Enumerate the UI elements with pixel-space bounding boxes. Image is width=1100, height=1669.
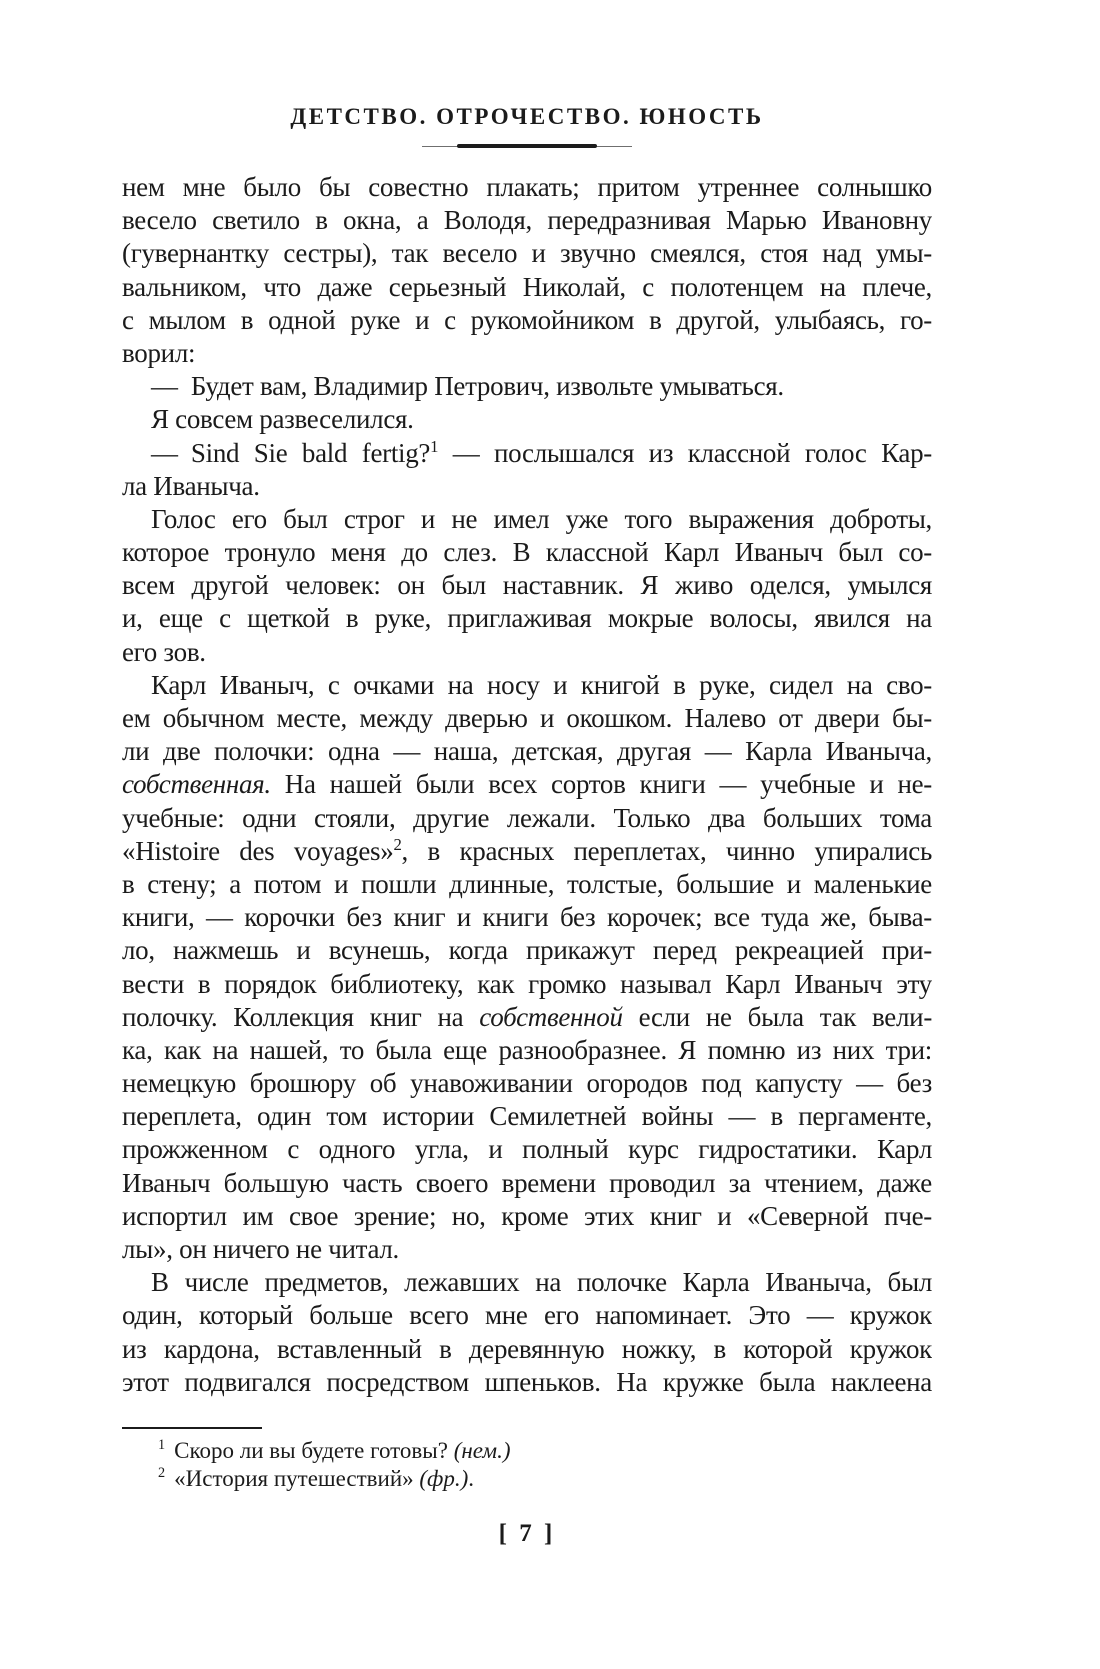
text-line <box>122 204 932 237</box>
text-run: лы», он ничего не читал. <box>122 1234 400 1264</box>
text-run: «История путешествий» <box>174 1466 420 1491</box>
text-line <box>122 1299 932 1332</box>
text-line <box>122 403 932 436</box>
text-run: с мылом в одной руке и с рукомойником в другой, улыбаясь, го- <box>122 304 932 335</box>
text-run: в стену; а потом и пошли длинные, толстые, большие и маленькие <box>122 868 932 899</box>
text-line <box>122 968 932 1001</box>
text-line <box>122 901 932 934</box>
text-line <box>122 437 932 470</box>
text-run: ем обычном месте, между дверью и окошком. Налево от двери бы- <box>122 703 932 733</box>
text-line <box>122 569 932 602</box>
text-line <box>122 1366 932 1399</box>
text-run: Карл Иваныч, с очками на носу и книгой в руке, сидел на сво- <box>151 669 932 700</box>
text-run: весело светило в окна, а Володя, передразнивая Марью Ивановну <box>122 205 932 236</box>
footnote-separator <box>122 1427 262 1429</box>
italic-text: (нем.) <box>453 1438 511 1463</box>
text-line <box>122 1167 932 1200</box>
text-line <box>122 370 932 403</box>
text-line <box>122 1333 932 1366</box>
footnote-reference: 1 <box>430 436 439 456</box>
text-line <box>122 768 932 801</box>
text-line <box>122 735 932 768</box>
text-run: На нашей были всех сортов книги — учебные и не- <box>270 769 932 800</box>
text-line <box>122 470 932 503</box>
text-run: Голос его был строг и не имел уже того выражения доброты, <box>151 503 932 534</box>
divider-swell-rule <box>457 144 597 148</box>
text-run: «Histoire des voyages» <box>122 835 394 866</box>
text-run: учебные: одни стояли, другие лежали. Только два больших тома <box>122 802 932 833</box>
text-run: если не была так вели- <box>622 1001 932 1032</box>
text-line <box>122 934 932 967</box>
text-line <box>122 1266 932 1299</box>
text-run: из кардона, вставленный в деревянную ножку, в которой кружок <box>122 1333 932 1364</box>
text-run: этот подвигался посредством шпеньков. На кружке была наклеена <box>122 1366 932 1397</box>
text-run: ка, как на нашей, то была еще разнообразнее. Я помню из них три: <box>122 1034 932 1065</box>
text-run: переплета, один том истории Семилетней войны — в пергаменте, <box>122 1101 932 1132</box>
body-text <box>122 171 932 1399</box>
text-run: книги, — корочки без книг и книги без корочек; все туда же, быва- <box>122 902 932 933</box>
text-line <box>122 237 932 270</box>
text-line <box>122 536 932 569</box>
text-line <box>122 1100 932 1133</box>
text-run: полочку. Коллекция книг на <box>122 1001 480 1032</box>
text-run: — Sind Sie bald fertig? <box>151 437 431 468</box>
text-line <box>122 868 932 901</box>
footnote <box>122 1465 932 1493</box>
text-run: — послышался из классной голос Кар- <box>438 437 932 468</box>
text-run: Скоро ли вы будете готовы? <box>174 1438 454 1463</box>
text-run: и, еще с щеткой в руке, приглаживая мокрые волосы, явился на <box>122 603 932 634</box>
footnote <box>122 1437 932 1465</box>
text-run: вальником, что даже серьезный Николай, с полотенцем на плече, <box>122 271 932 302</box>
text-run: — Будет вам, Владимир Петрович, извольте умываться. <box>151 371 784 402</box>
text-line <box>122 304 932 337</box>
text-line <box>122 1133 932 1166</box>
text-line <box>122 636 932 669</box>
italic-text: собственной <box>479 1001 623 1032</box>
text-line <box>122 1067 932 1100</box>
text-run: ло, нажмешь и всунешь, когда прикажут перед рекреацией при- <box>122 935 932 966</box>
text-line <box>122 669 932 702</box>
text-run: нем мне было бы совестно плакать; притом утреннее солнышко <box>122 172 932 202</box>
footnote-marker: 1 <box>158 1437 166 1454</box>
text-run: , в красных переплетах, чинно упирались <box>401 835 932 866</box>
text-run: вести в порядок библиотеку, как громко называл Карл Иваныч эту <box>122 968 932 999</box>
text-run: Я совсем развеселился. <box>151 404 414 435</box>
text-run: которое тронуло меня до слез. В классной Карл Иваныч был со- <box>122 537 932 568</box>
text-line <box>122 835 932 868</box>
text-run: ли две полочки: одна — наша, детская, другая — Карла Иваныча, <box>122 736 932 767</box>
text-line <box>122 271 932 304</box>
footnote-reference: 2 <box>393 834 402 854</box>
text-run: испортил им свое зрение; но, кроме этих книг и «Северной пче- <box>122 1200 932 1231</box>
text-run: ворил: <box>122 337 196 368</box>
header-divider <box>422 142 632 150</box>
text-run: его зов. <box>122 636 206 667</box>
text-line <box>122 1200 932 1233</box>
text-run: прожженном с одного угла, и полный курс гидростатики. Карл <box>122 1134 932 1165</box>
text-run: ла Иваныча. <box>122 470 260 501</box>
text-line <box>122 337 932 370</box>
text-line <box>122 1001 932 1034</box>
page-number: [ 7 ] <box>498 1520 556 1547</box>
text-run: всем другой человек: он был наставник. Я живо оделся, умылся <box>122 570 932 601</box>
text-line <box>122 802 932 835</box>
text-line <box>122 602 932 635</box>
text-line <box>122 171 932 204</box>
text-line <box>122 503 932 536</box>
italic-text: (фр.) <box>419 1466 469 1491</box>
footnote-marker: 2 <box>158 1465 166 1482</box>
text-run: Иваныч большую часть своего времени проводил за чтением, даже <box>122 1167 932 1198</box>
text-line <box>122 702 932 735</box>
running-header: ДЕТСТВО. ОТРОЧЕСТВО. ЮНОСТЬ <box>290 104 764 129</box>
text-run: . <box>468 1466 475 1491</box>
text-run: (гувернантку сестры), так весело и звучно смеялся, стоя над умы- <box>122 238 932 269</box>
text-run: В числе предметов, лежавших на полочке Карла Иваныча, был <box>151 1267 932 1298</box>
text-run: немецкую брошюру об унавоживании огородов под капусту — без <box>122 1068 932 1099</box>
italic-text: собственная. <box>122 769 271 800</box>
text-line <box>122 1233 932 1266</box>
text-line <box>122 1034 932 1067</box>
footnotes <box>122 1437 932 1493</box>
text-run: один, который больше всего мне его напоминает. Это — кружок <box>122 1300 932 1331</box>
